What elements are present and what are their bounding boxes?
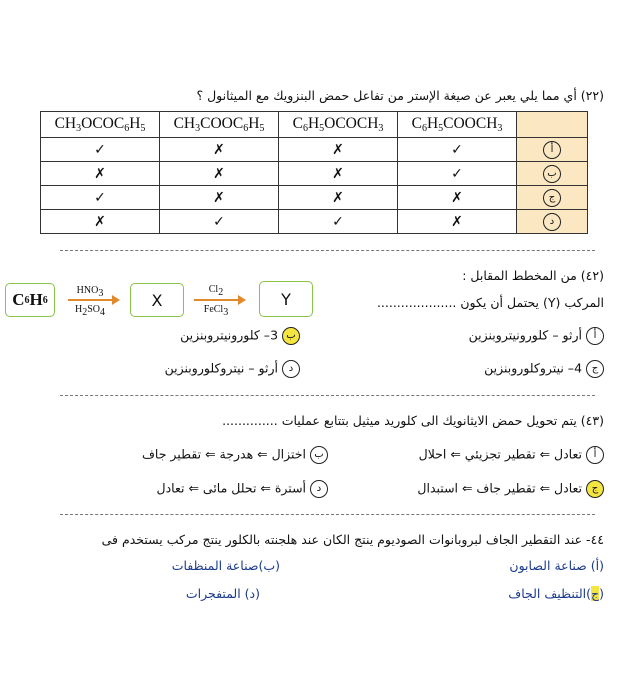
divider (60, 395, 595, 396)
q22-answer-table (40, 111, 588, 234)
option-text: أرثو – كلورونيتروبنزين (468, 327, 583, 343)
table-row (41, 186, 588, 210)
cell-mark: ✗ (160, 186, 279, 210)
option-text: 4– نيتروكلوروبنزين (484, 360, 583, 376)
reagent-h2so4: $H_2SO_4$ (74, 304, 106, 318)
table-row (41, 138, 588, 162)
header-c6h5cooch3: $C_6H_5COOCH_3$ (398, 112, 517, 138)
cell-mark: ✓ (398, 162, 517, 186)
option-text: اختزال ⇐ هدرجة ⇐ تقطير جاف (141, 446, 307, 462)
y-box: Y (259, 281, 313, 317)
q42-option-b[interactable] (180, 327, 300, 345)
option-circle[interactable]: أ (586, 446, 604, 464)
option-paren: ( (599, 586, 604, 601)
cell-mark: ✗ (279, 138, 398, 162)
option-text: أسترة ⇐ تحلل مائى ⇐ تعادل (156, 480, 307, 496)
table-row (41, 162, 588, 186)
header-corner (517, 112, 588, 138)
header-ch3cooc6h5: $CH_3COOC_6H_5$ (160, 112, 279, 138)
option-circle[interactable]: ج (543, 189, 561, 207)
option-circle[interactable]: ج (586, 360, 604, 378)
arrow-icon (68, 299, 118, 301)
cell-mark: ✓ (41, 138, 160, 162)
option-circle[interactable]: د (282, 360, 300, 378)
option-text: )التنظيف الجاف (508, 586, 592, 601)
option-text: تعادل ⇐ تقطير جاف ⇐ استبدال (417, 480, 583, 496)
option-circle[interactable]: د (310, 480, 328, 498)
cell-mark: ✓ (160, 210, 279, 234)
q44-option-b[interactable]: (ب)صناعة المنظفات (171, 558, 280, 573)
cell-mark: ✗ (41, 210, 160, 234)
divider (60, 250, 595, 251)
divider (60, 514, 595, 515)
q42-question: (٤٢) من المخطط المقابل : (462, 268, 604, 283)
table-row (41, 210, 588, 234)
reagent-cl2: $Cl_2$ (208, 284, 224, 298)
q43-option-d[interactable] (157, 480, 328, 498)
option-circle[interactable]: د (543, 213, 561, 231)
cell-mark: ✓ (398, 138, 517, 162)
cell-mark: ✓ (41, 186, 160, 210)
option-text: تعادل ⇐ تقطير تجزيئي ⇐ احلال (418, 446, 583, 462)
q42-option-c[interactable] (484, 360, 604, 378)
option-text: أرثو – نيتروكلوروبنزين (164, 360, 279, 376)
cell-mark: ✗ (279, 162, 398, 186)
q43-option-b[interactable] (142, 446, 328, 464)
cell-mark: ✗ (41, 162, 160, 186)
reagent-hno3: $HNO_3$ (76, 285, 104, 299)
q42-option-a[interactable] (469, 327, 604, 345)
option-highlight[interactable]: ج (591, 586, 600, 601)
option-text: 3– كلورونيتروبنزين (180, 327, 279, 343)
option-circle[interactable]: أ (543, 141, 561, 159)
q44-question: ٤٤- عند التقطير الجاف لبروبانوات الصوديوم ينتج الكان عند هلجنته بالكلور ينتج مركب يستخدم فى (101, 532, 604, 547)
row-label[interactable] (517, 162, 588, 186)
q44-option-a[interactable]: (أ) صناعة الصابون (509, 558, 604, 573)
cell-mark: ✗ (398, 186, 517, 210)
option-circle[interactable]: ج (586, 480, 604, 498)
table-header-row (41, 112, 588, 138)
cell-mark: ✗ (160, 162, 279, 186)
arrow-icon (194, 299, 244, 301)
option-circle[interactable]: ب (543, 165, 561, 183)
header-ch3ococ6h5: $CH_3OCOC_6H_5$ (41, 112, 160, 138)
x-box: X (130, 283, 184, 317)
option-circle[interactable]: ب (282, 327, 300, 345)
reagent-fecl3: FeCl$_3$ (203, 304, 229, 318)
option-circle[interactable]: أ (586, 327, 604, 345)
q43-option-c[interactable] (417, 480, 604, 498)
q43-question: (٤٣) يتم تحويل حمض الايثانويك الى كلوريد ميثيل بتتابع عمليات .............. (222, 413, 604, 428)
q44-option-d[interactable]: (د) المتفجرات (185, 586, 260, 601)
row-label[interactable] (517, 186, 588, 210)
q22-question: (٢٢) أي مما يلي يعبر عن صيغة الإستر من تفاعل حمض البنزويك مع الميثانول ؟ (196, 88, 604, 103)
q43-option-a[interactable] (419, 446, 604, 464)
header-c6h5ococh3: $C_6H_5OCOCH_3$ (279, 112, 398, 138)
q42-subquestion: المركب (Y) يحتمل أن يكون .................... (376, 295, 604, 310)
row-label[interactable] (517, 138, 588, 162)
row-label[interactable] (517, 210, 588, 234)
q44-option-c[interactable] (508, 586, 604, 601)
cell-mark: ✓ (279, 210, 398, 234)
q42-option-d[interactable] (165, 360, 300, 378)
benzene-box: C 6 H 6 (5, 283, 55, 317)
cell-mark: ✗ (398, 210, 517, 234)
option-circle[interactable]: ب (310, 446, 328, 464)
cell-mark: ✗ (160, 138, 279, 162)
cell-mark: ✗ (279, 186, 398, 210)
